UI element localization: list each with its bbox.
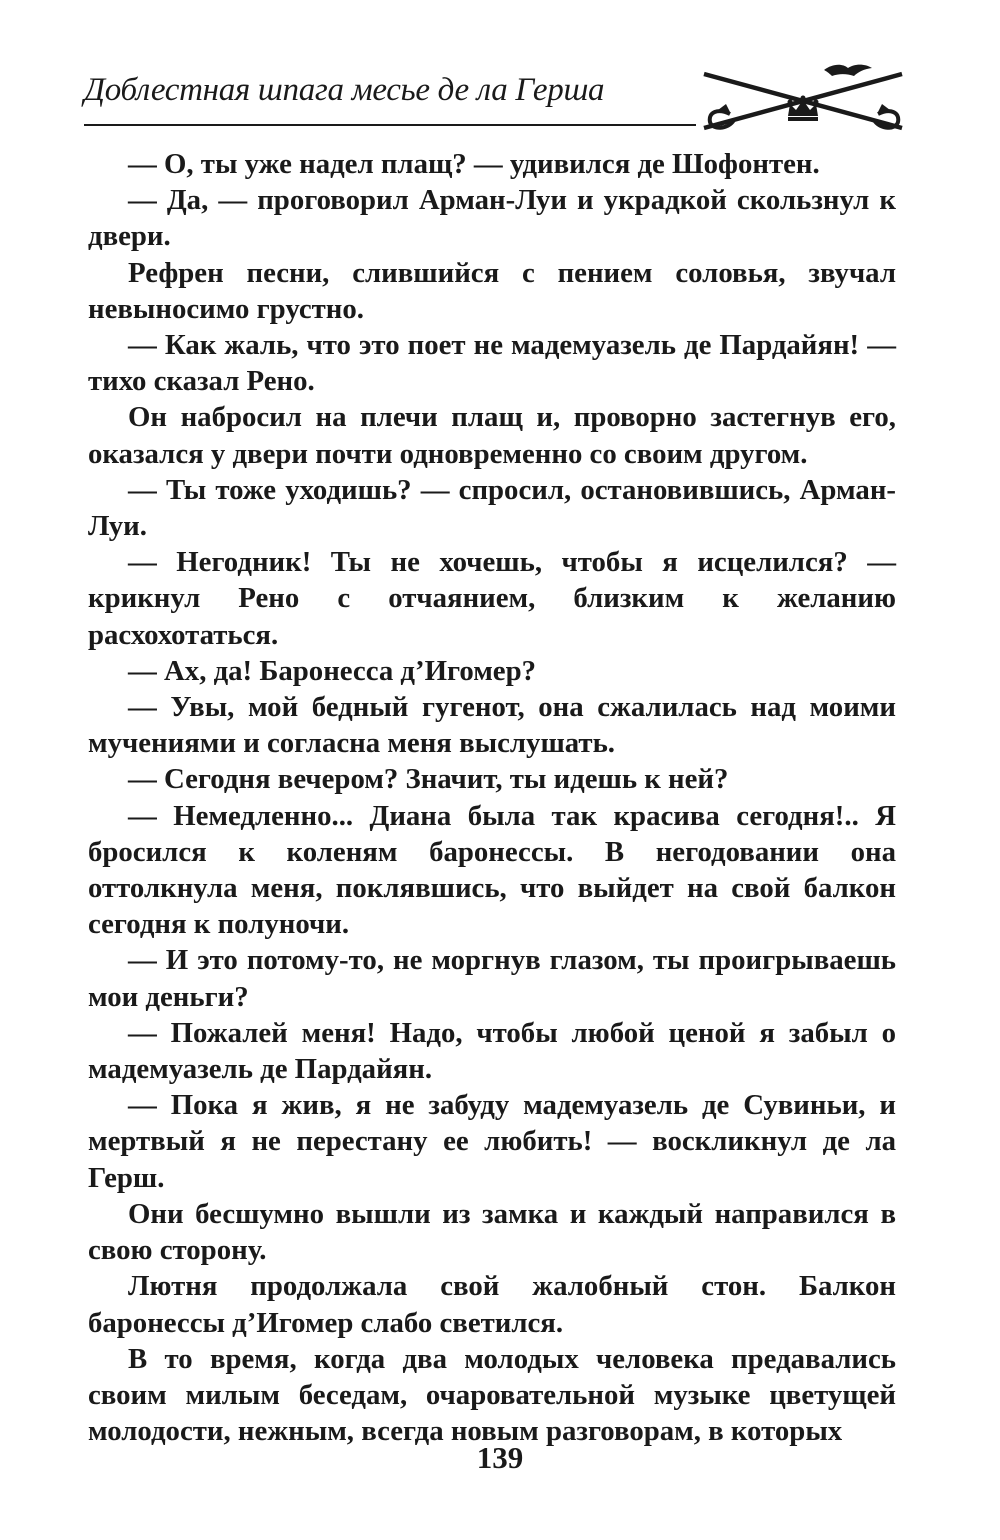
crossed-swords-crown-bird-ornament-icon (696, 60, 911, 134)
running-header (84, 60, 914, 140)
page-body (88, 146, 896, 1449)
paragraph: — И это потому-то, не моргнув глазом, ты проигрываешь мои деньги? (88, 944, 896, 1013)
paragraph: Лютня продолжала свой жалобный стон. Балкон баронессы д’Игомер слабо светился. (88, 1270, 896, 1339)
paragraph: Они бесшумно вышли из замка и каждый направился в свою сторону. (88, 1197, 896, 1267)
paragraph: — Немедленно... Диана была так красива сегодня!.. Я бросился к коленям баронессы. В негодовании она оттолкнула меня, поклявшись, что выйдет на свой балкон сегодня к полуночи. (88, 799, 896, 941)
paragraph: Рефрен песни, слившийся с пением соловья, звучал невыносимо грустно. (88, 256, 896, 325)
paragraph: — Негодник! Ты не хочешь, чтобы я исцелился? — крикнул Рено с отчаянием, близким к желанию расхохотаться. (88, 546, 896, 651)
paragraph: — Ах, да! Баронесса д’Игомер? (128, 654, 537, 687)
paragraph: Он набросил на плечи плащ и, проворно застегнув его, оказался у двери почти одновременно со своим другом. (88, 401, 896, 470)
header-rule (84, 124, 696, 126)
page-number: 139 (476, 1440, 524, 1475)
paragraph: — Как жаль, что это поет не мадемуазель де Пардайян! — тихо сказал Рено. (88, 329, 896, 398)
paragraph: В то время, когда два молодых человека предавались своим милым беседам, очаровательной музыке цветущей молодости, нежным, всегда новым разговорам, в которых (88, 1342, 896, 1448)
running-title: Доблестная шпага месье де ла Герша (84, 72, 605, 108)
paragraph: — Пока я жив, я не забуду мадемуазель де Сувиньи, и мертвый я не перестану ее любить! — воскликнул де ла Герш. (88, 1089, 896, 1194)
paragraph: — Да, — проговорил Арман-Луи и украдкой скользнул к двери. (88, 184, 896, 253)
paragraph: — Пожалей меня! Надо, чтобы любой ценой я забыл о мадемуазель де Пардайян. (88, 1016, 896, 1086)
paragraph: — Сегодня вечером? Значит, ты идешь к ней? (128, 763, 729, 796)
paragraph: — О, ты уже надел плащ? — удивился де Шофонтен. (128, 148, 820, 180)
paragraph: — Ты тоже уходишь? — спросил, остановившись, Арман-Луи. (88, 473, 896, 543)
paragraph: — Увы, мой бедный гугенот, она сжалилась над моими мучениями и согласна меня выслушать. (88, 691, 896, 760)
